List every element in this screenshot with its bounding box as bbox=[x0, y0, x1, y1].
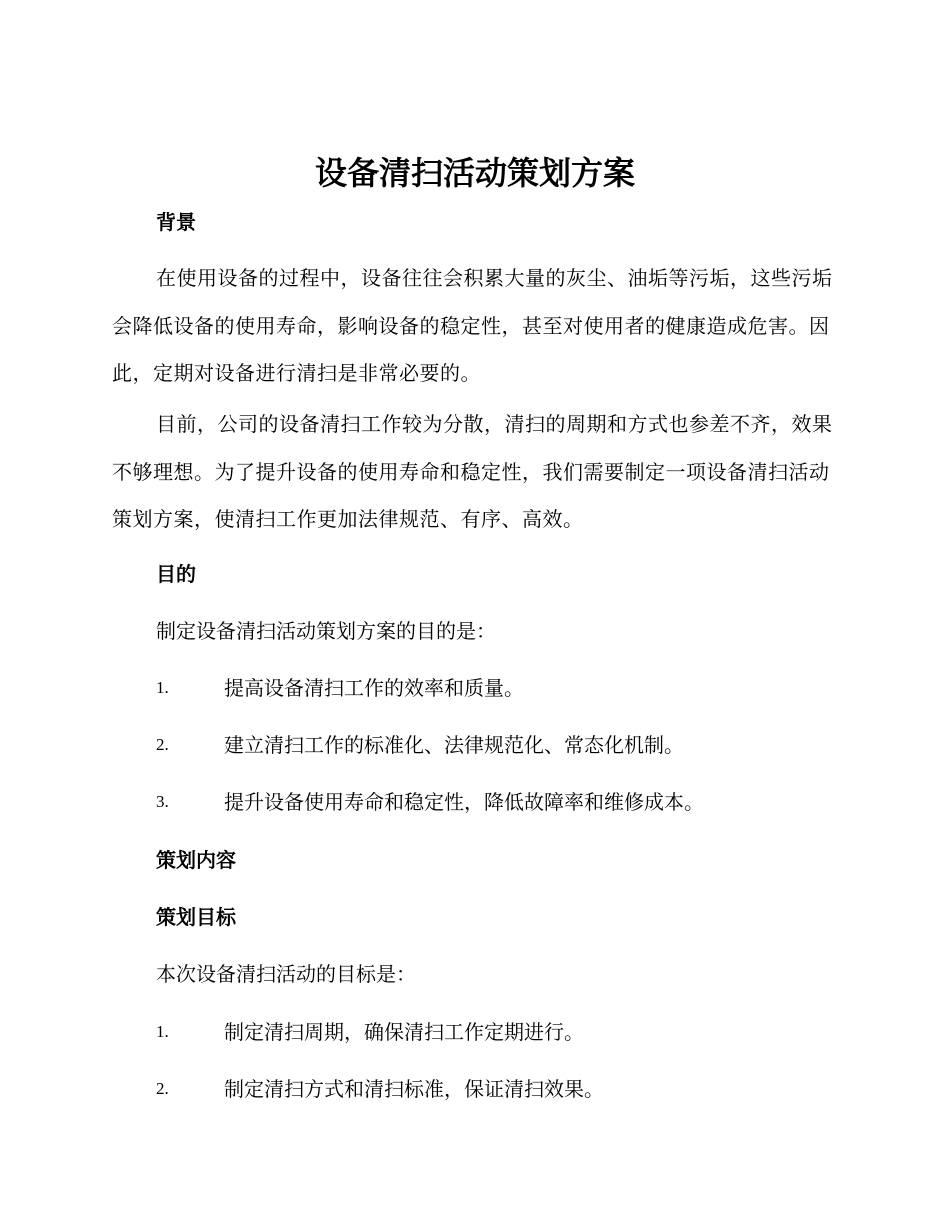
section-heading-plan-content: 策划内容 bbox=[156, 848, 236, 872]
list-number: 2. bbox=[156, 1079, 169, 1098]
section-heading-background: 背景 bbox=[156, 210, 196, 234]
background-paragraph-2: 目前，公司的设备清扫工作较为分散，清扫的周期和方式也参差不齐，效果不够理想。为了提升设备的使用寿命和稳定性，我们需要制定一项设备清扫活动策划方案，使清扫工作更加法律规范、有序、高效。 bbox=[112, 412, 833, 531]
purpose-intro: 制定设备清扫活动策划方案的目的是： bbox=[156, 619, 496, 643]
background-paragraph-1: 在使用设备的过程中，设备往往会积累大量的灰尘、油垢等污垢，这些污垢会降低设备的使用寿命，影响设备的稳定性，甚至对使用者的健康造成危害。因此，定期对设备进行清扫是非常必要的。 bbox=[112, 266, 833, 385]
list-text: 提升设备使用寿命和稳定性，降低故障率和维修成本。 bbox=[224, 790, 704, 814]
list-text: 制定清扫方式和清扫标准，保证清扫效果。 bbox=[224, 1077, 604, 1101]
list-number: 3. bbox=[156, 792, 169, 811]
section-heading-plan-goals: 策划目标 bbox=[156, 905, 236, 929]
section-heading-purpose: 目的 bbox=[156, 562, 196, 586]
list-number: 1. bbox=[156, 1022, 169, 1041]
list-text: 制定清扫周期，确保清扫工作定期进行。 bbox=[224, 1020, 584, 1044]
plan-goals-intro: 本次设备清扫活动的目标是： bbox=[156, 962, 416, 986]
list-number: 1. bbox=[156, 678, 169, 697]
document-title: 设备清扫活动策划方案 bbox=[314, 154, 635, 192]
list-text: 建立清扫工作的标准化、法律规范化、常态化机制。 bbox=[224, 733, 684, 757]
list-number: 2. bbox=[156, 735, 169, 754]
list-text: 提高设备清扫工作的效率和质量。 bbox=[224, 676, 524, 700]
